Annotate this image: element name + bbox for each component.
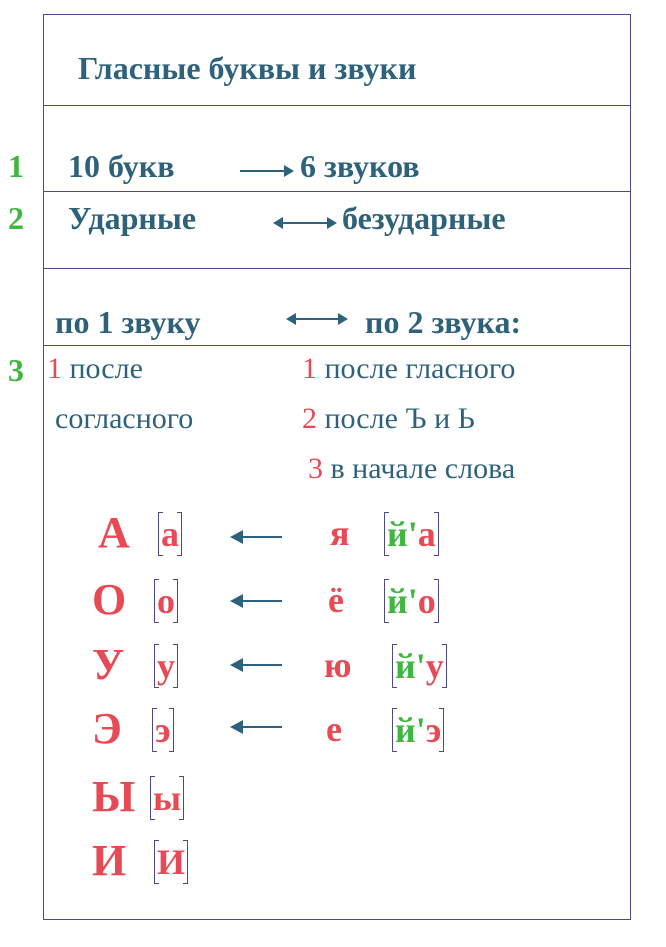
sound-v: у bbox=[425, 646, 444, 686]
sound-transcription bbox=[158, 512, 182, 556]
sound-bracket bbox=[154, 579, 178, 623]
sound: о bbox=[157, 581, 175, 621]
sound-bracket bbox=[384, 512, 439, 556]
sound-bracket bbox=[384, 579, 439, 623]
row-number: 3 bbox=[8, 352, 24, 388]
right-item bbox=[302, 352, 515, 386]
row-number: 2 bbox=[8, 200, 24, 236]
item-number: 1 bbox=[47, 352, 62, 385]
vowel-letter: Ы bbox=[92, 772, 136, 821]
arrow-left-icon bbox=[232, 664, 282, 666]
sound-bracket bbox=[392, 708, 444, 752]
sound-transcription bbox=[152, 708, 174, 752]
arrow-left-icon bbox=[232, 726, 282, 728]
section-header-right: по 2 звука: bbox=[365, 304, 522, 340]
vowel-letter: У bbox=[92, 640, 125, 689]
sound-bracket bbox=[392, 644, 447, 688]
sound: И bbox=[157, 842, 186, 882]
divider-line bbox=[43, 191, 631, 192]
sound-j: й' bbox=[387, 581, 418, 621]
row-right-text: безударные bbox=[342, 200, 506, 236]
arrow-left-icon bbox=[232, 600, 282, 602]
row-left-text: 10 букв bbox=[68, 148, 175, 184]
divider-line bbox=[43, 105, 631, 106]
row-number: 1 bbox=[8, 148, 24, 184]
item-text: согласного bbox=[55, 402, 194, 435]
item-text: в начале слова bbox=[330, 452, 516, 485]
sound-v: а bbox=[417, 514, 436, 554]
item-text: после гласного bbox=[324, 352, 516, 385]
divider-line bbox=[43, 345, 631, 346]
sound: ы bbox=[153, 778, 182, 818]
sound-transcription bbox=[154, 644, 178, 688]
sound-j: й' bbox=[395, 646, 426, 686]
sound-transcription bbox=[384, 512, 439, 556]
vowel-letter: А bbox=[98, 508, 130, 557]
sound: у bbox=[157, 646, 175, 686]
row-right-text: 6 звуков bbox=[300, 148, 420, 184]
left-item bbox=[47, 352, 143, 386]
sound-transcription bbox=[150, 776, 184, 820]
section-header-left: по 1 звуку bbox=[55, 304, 201, 340]
sound-bracket bbox=[152, 708, 174, 752]
item-number: 2 bbox=[302, 402, 317, 435]
arrow-right-icon bbox=[240, 170, 292, 172]
sound-j: й' bbox=[395, 710, 426, 750]
sound-transcription bbox=[392, 644, 447, 688]
sound-transcription bbox=[392, 708, 444, 752]
sound: э bbox=[155, 710, 171, 750]
right-item bbox=[302, 402, 475, 436]
sound-transcription bbox=[384, 579, 439, 623]
vowel-letter: И bbox=[92, 836, 127, 885]
page-title: Гласные буквы и звуки bbox=[78, 50, 417, 86]
vowel-letter: Э bbox=[92, 704, 122, 753]
sound: а bbox=[161, 514, 179, 554]
sound-transcription bbox=[154, 840, 188, 884]
sound-j: й' bbox=[387, 514, 418, 554]
vowel-letter: О bbox=[92, 575, 127, 624]
right-item bbox=[308, 452, 515, 486]
sound-bracket bbox=[154, 840, 188, 884]
pair-letter: е bbox=[326, 709, 342, 749]
sound-bracket bbox=[154, 644, 178, 688]
double-arrow-icon bbox=[275, 222, 335, 224]
pair-letter: ё bbox=[328, 580, 344, 620]
double-arrow-icon bbox=[288, 318, 346, 320]
item-text: после Ъ и Ь bbox=[324, 402, 475, 435]
sound-v: э bbox=[425, 710, 442, 750]
item-number: 3 bbox=[308, 452, 323, 485]
row-left-text: Ударные bbox=[68, 200, 197, 236]
sound-transcription bbox=[154, 579, 178, 623]
item-text: после bbox=[69, 352, 143, 385]
item-number: 1 bbox=[302, 352, 317, 385]
arrow-left-icon bbox=[232, 536, 282, 538]
divider-line bbox=[43, 268, 631, 269]
pair-letter: ю bbox=[324, 645, 352, 685]
sound-bracket bbox=[150, 776, 184, 820]
sound-v: о bbox=[417, 581, 436, 621]
pair-letter: я bbox=[330, 513, 350, 553]
sound-bracket bbox=[158, 512, 182, 556]
